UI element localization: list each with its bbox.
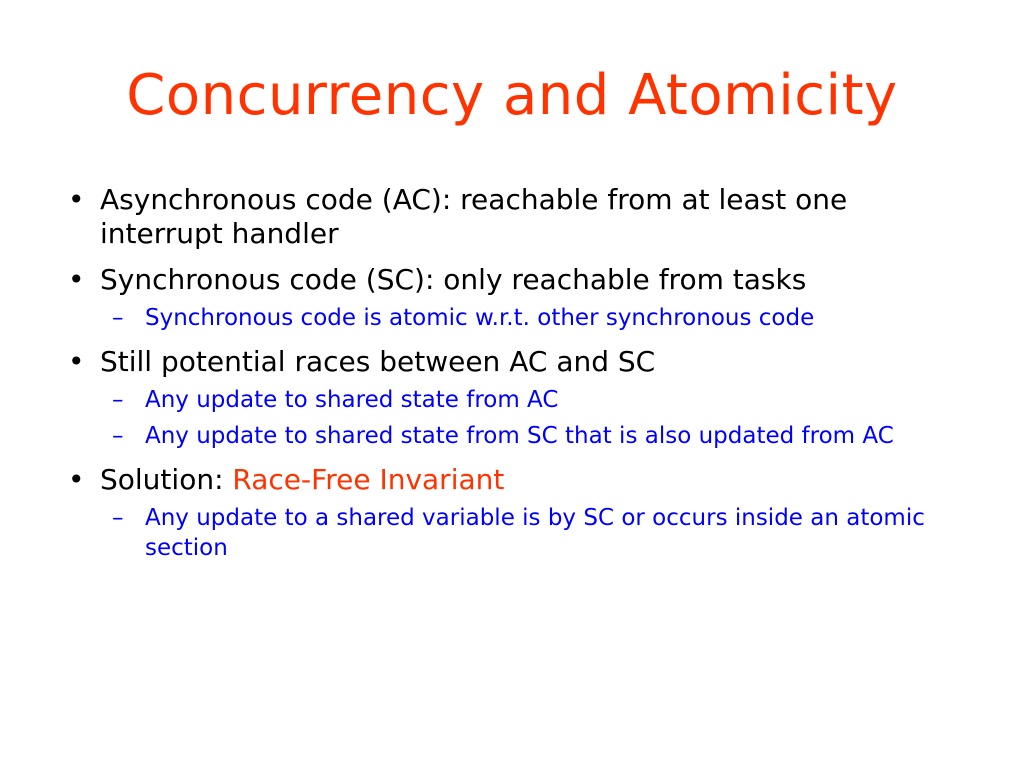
bullet-item [60,345,960,379]
sub-bullet-text: Any update to shared state from SC that is also updated from AC [145,423,894,449]
sub-bullet-marker: – [112,305,124,331]
sub-bullet-item [60,503,960,563]
sub-bullet-text: Synchronous code is atomic w.r.t. other synchronous code [145,305,815,331]
bullet-marker: • [68,463,85,496]
sub-bullet-item [60,421,960,451]
bullet-text: Still potential races between AC and SC [100,345,656,378]
bullet-text: Asynchronous code (AC): reachable from at least one interrupt handler [100,183,848,250]
sub-bullet-item [60,385,960,415]
sub-bullet-marker: – [112,423,124,449]
bullet-text: Synchronous code (SC): only reachable from tasks [100,263,807,296]
bullet-list [60,183,960,563]
bullet-text-prefix: Solution: [100,463,233,496]
sub-bullet-marker: – [112,387,124,413]
bullet-item [60,183,960,251]
sub-bullet-text: Any update to a shared variable is by SC or occurs inside an atomic section [145,505,925,561]
solution-highlight: Race-Free Invariant [232,463,505,496]
slide-title: Concurrency and Atomicity [126,63,898,128]
sub-bullet-marker: – [112,505,124,531]
bullet-marker: • [68,345,85,378]
bullet-item [60,263,960,297]
bullet-marker: • [68,183,85,216]
sub-bullet-text: Any update to shared state from AC [145,387,559,413]
bullet-item [60,463,960,497]
bullet-marker: • [68,263,85,296]
sub-bullet-item [60,303,960,333]
